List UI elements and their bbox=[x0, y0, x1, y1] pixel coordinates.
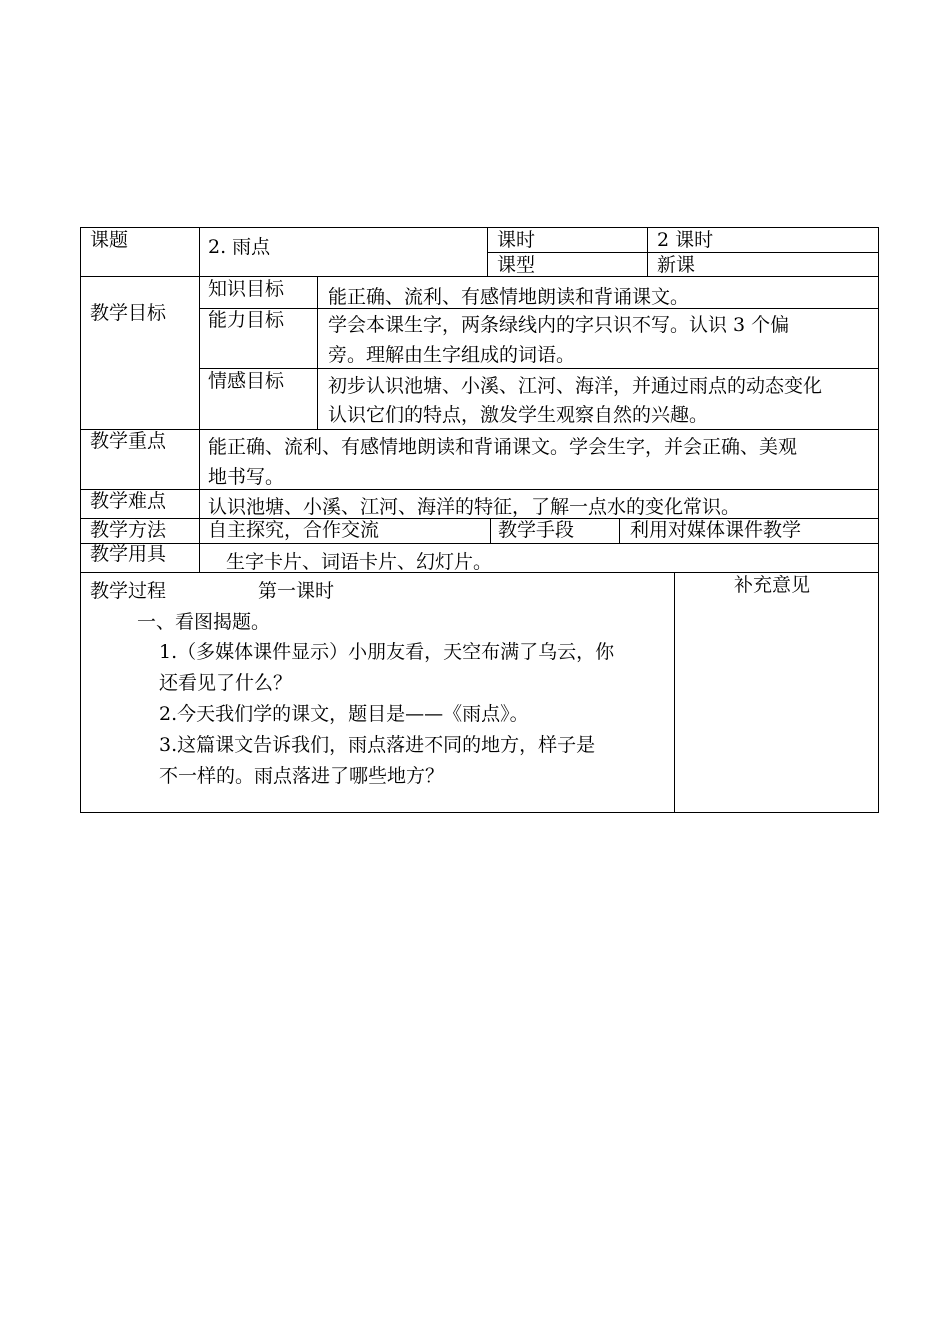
topic-label: 课题 bbox=[90, 229, 129, 251]
type-label: 课型 bbox=[497, 254, 536, 276]
means-value: 利用对媒体课件教学 bbox=[630, 519, 802, 541]
notes-label: 补充意见 bbox=[734, 574, 811, 596]
item1-line1: 1.（多媒体课件显示）小朋友看，天空布满了乌云，你 bbox=[159, 641, 615, 663]
method-label: 教学方法 bbox=[90, 519, 167, 541]
means-label: 教学手段 bbox=[498, 519, 575, 541]
ability-label: 能力目标 bbox=[208, 309, 285, 331]
knowledge-label: 知识目标 bbox=[208, 278, 285, 300]
hours-label: 课时 bbox=[497, 229, 536, 251]
table-border bbox=[80, 812, 879, 813]
tools-value: 生字卡片、词语卡片、幻灯片。 bbox=[226, 551, 493, 573]
topic-value: 2. 雨点 bbox=[208, 236, 271, 258]
method-value: 自主探究，合作交流 bbox=[208, 519, 380, 541]
section-heading: 一、看图揭题。 bbox=[137, 611, 271, 633]
table-rule bbox=[199, 227, 200, 573]
item1-line2: 还看见了什么？ bbox=[159, 672, 293, 694]
focus-label: 教学重点 bbox=[90, 430, 167, 452]
item3-line1: 3.这篇课文告诉我们，雨点落进不同的地方，样子是 bbox=[159, 734, 596, 756]
knowledge-text: 能正确、流利、有感情地朗读和背诵课文。 bbox=[328, 286, 690, 308]
ability-text-line2: 旁。理解由生字组成的词语。 bbox=[328, 344, 576, 366]
difficulty-text: 认识池塘、小溪、江河、海洋的特征，了解一点水的变化常识。 bbox=[208, 496, 741, 518]
table-rule bbox=[317, 276, 318, 430]
item3-line2: 不一样的。雨点落进了哪些地方？ bbox=[159, 765, 445, 787]
table-border bbox=[878, 227, 879, 813]
table-rule bbox=[674, 572, 675, 813]
process-label: 教学过程 bbox=[90, 580, 167, 602]
table-rule bbox=[487, 227, 488, 277]
table-rule bbox=[647, 227, 648, 277]
objectives-label: 教学目标 bbox=[90, 302, 167, 324]
item2-text: 2.今天我们学的课文，题目是——《雨点》。 bbox=[159, 703, 529, 725]
emotion-text-line1: 初步认识池塘、小溪、江河、海洋，并通过雨点的动态变化 bbox=[328, 375, 823, 397]
focus-text-line2: 地书写。 bbox=[208, 466, 285, 488]
emotion-text-line2: 认识它们的特点，激发学生观察自然的兴趣。 bbox=[328, 404, 709, 426]
difficulty-label: 教学难点 bbox=[90, 490, 167, 512]
table-border bbox=[80, 227, 81, 813]
tools-label: 教学用具 bbox=[90, 543, 167, 565]
ability-text-line1: 学会本课生字，两条绿线内的字只识不写。认识 3 个偏 bbox=[328, 314, 790, 336]
type-value: 新课 bbox=[657, 254, 696, 276]
emotion-label: 情感目标 bbox=[208, 370, 285, 392]
hours-value: 2 课时 bbox=[657, 229, 714, 251]
lesson-period: 第一课时 bbox=[258, 580, 335, 602]
focus-text-line1: 能正确、流利、有感情地朗读和背诵课文。学会生字，并会正确、美观 bbox=[208, 436, 798, 458]
